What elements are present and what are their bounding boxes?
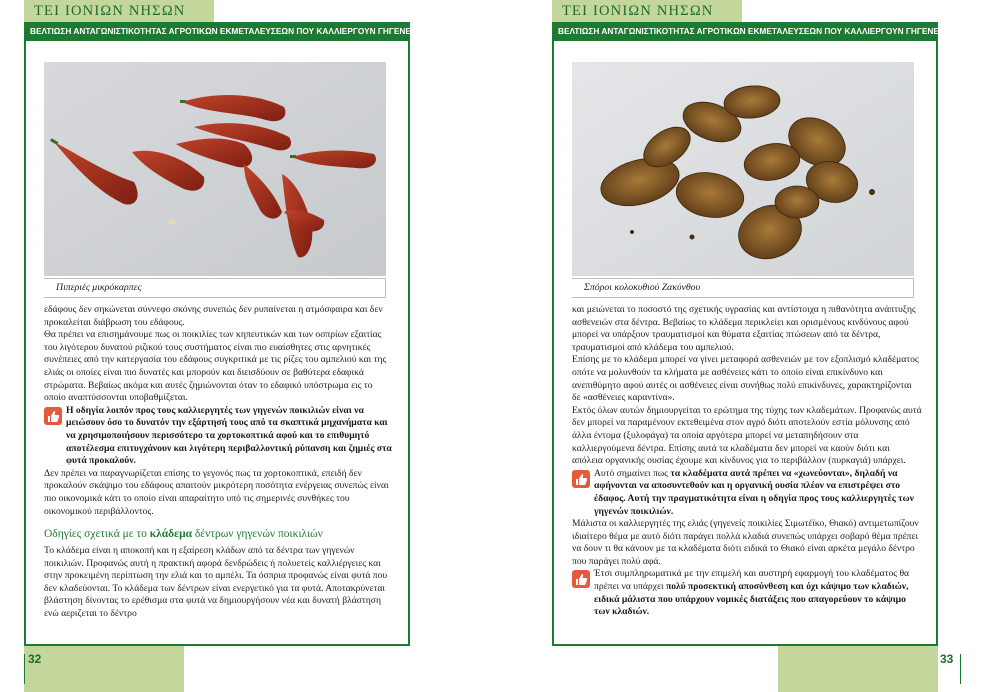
paragraph: Θα πρέπει να επισημάνουμε πως οι ποικιλίες των κηπευτικών και των οσπρίων εξαιτίας του λιγότερου δυνατού ριζικού τους συστήματος είναι πιο ευαίσθητες στις αρνητικές συνέπειες από την κατεργασία του εδάφους συγκριτικά με τις ρίζες του αμπελιού και της ελιάς οι οποίες είναι πιο δυνατές και μπορούν και διεισδύουν σε βαθύτερα εδαφικά στρώματα. Βεβαίως ακόμα και αυτές ζημιώνονται όταν το εδαφικό υπόστρωμα εις το οποίο αναπτύσσονται υποβαθμίζεται. bbox=[44, 329, 387, 404]
header-title: ΤΕΙ ΙΟΝΙΩΝ ΝΗΣΩΝ bbox=[24, 0, 214, 22]
thumbs-up-icon bbox=[572, 470, 590, 488]
guidance-callout bbox=[572, 568, 922, 618]
photo-caption: Σπόροι κολοκυθιού Ζακύνθου bbox=[584, 282, 701, 293]
callout-text-prefix: Αυτό σημαίνει πως bbox=[594, 467, 671, 479]
page-number-rule bbox=[960, 654, 961, 684]
caption-box bbox=[572, 278, 914, 298]
heading-prefix: Οδηγίες σχετικά με το bbox=[44, 528, 150, 541]
header-subtitle: ΒΕΛΤΙΩΣΗ ΑΝΤΑΓΩΝΙΣΤΙΚΟΤΗΤΑΣ ΑΓΡΟΤΙΚΩΝ ΕΚΜΕΤΑΛΕΥΣΕΩΝ ΠΟΥ ΚΑΛΛΙΕΡΓΟΥΝ ΓΗΓΕΝΕΙΣ ΠΟΙΚΙΛΙΕΣ bbox=[24, 22, 410, 41]
callout-text: Η οδηγία λοιπόν προς τους καλλιεργητές των γηγενών ποικιλιών είναι να μειώσουν όσο το δυνατόν την εξάρτησή τους από τα σκαπτικά μηχανήματα και να χρησιμοποιήσουν περισσότερο τα χορτοκοπτικά αφού και το επιθυμητό αποτέλεσμα επιτυγχάνουν και λιγότερη περιβαλλοντική ρύπανση και ζημιές στα φυτά προκαλούν. bbox=[66, 404, 392, 467]
heading-bold: κλάδεμα bbox=[149, 528, 193, 541]
caption-box bbox=[44, 278, 386, 298]
callout-text-bold: τα κλαδέματα αυτά πρέπει να «χωνεύονται», δηλαδή να αφήνονται να αποσυντεθούν και η οργανική ουσία πλέον να επιστρέψει στο έδαφος. Αυτή την πραγματικότητα είναι η οδηγία προς τους καλλιεργητές των γηγενών ποικιλιών. bbox=[594, 467, 914, 517]
right-body-text bbox=[572, 304, 922, 619]
photo-caption: Πιπεριές μικρόκαρπες bbox=[56, 282, 142, 293]
section-heading bbox=[44, 527, 394, 541]
left-page bbox=[24, 0, 462, 692]
paragraph: εδάφους δεν σηκώνεται σύννεφο σκόνης συνεπώς δεν ρυπαίνεται η ατμόσφαιρα και δεν προκαλείται διάβρωση του εδάφους. bbox=[44, 304, 383, 328]
thumbs-up-icon bbox=[44, 407, 62, 425]
callout-text-prefix: Έτσι συμπληρωματικά με την επιμελή και αυστηρή εφαρμογή του κλαδέματος θα πρέπει να υπάρχει bbox=[594, 568, 910, 593]
footer-band bbox=[778, 646, 938, 692]
peppers-photo bbox=[44, 62, 386, 276]
thumbs-up-icon bbox=[572, 570, 590, 588]
paragraph: και μειώνεται το ποσοστό της σχετικής υγρασίας και αντίστοιχα η πιθανότητα ανάπτυξης ασθενειών στα δέντρα. Βεβαίως το κλάδεμα περικλείει και ορισμένους κινδύνους αφού μπορεί να υπάρξουν τραυματισμοί και θύματα εξαιτίας πτώσεων από τα δέντρα, τραυματισμοί από κλάδεμα του αμπελιού. bbox=[572, 304, 916, 353]
callout-text-bold: πολύ προσεκτική αποσύνθεση και όχι κάψιμο των κλαδιών, ειδικά μάλιστα που υπάρχουν νομικές διατάξεις που απαγορεύουν το κάψιμο των κλαδιών. bbox=[594, 581, 909, 618]
footer-band bbox=[24, 646, 184, 692]
page-number: 33 bbox=[940, 652, 954, 666]
paragraph: Δεν πρέπει να παραγνωρίζεται επίσης το γεγονός πως τα χορτοκοπτικά, επειδή δεν προκαλούν σκάψιμο του εδάφους απαιτούν μικρότερη ποσότητα ενέργειας συνεπώς είναι πιο οικονομικά κάτι το οποίο είναι απαραίτητο υπό τις σημερινές συνθήκες του οικονομικού περιβάλλοντος. bbox=[44, 467, 389, 517]
header-subtitle: ΒΕΛΤΙΩΣΗ ΑΝΤΑΓΩΝΙΣΤΙΚΟΤΗΤΑΣ ΑΓΡΟΤΙΚΩΝ ΕΚΜΕΤΑΛΕΥΣΕΩΝ ΠΟΥ ΚΑΛΛΙΕΡΓΟΥΝ ΓΗΓΕΝΕΙΣ ΠΟΙΚΙΛΙΕΣ bbox=[552, 22, 938, 41]
seeds-photo bbox=[572, 62, 914, 276]
left-body-text bbox=[44, 304, 394, 621]
paragraph: Το κλάδεμα είναι η αποκοπή και η εξαίρεση κλάδων από τα δέντρα των γηγενών ποικιλιών. Προφανώς αυτή η πρακτική αφορά δενδρώδεις ή πολυετείς καλλιέργειες και στην προκειμένη περίπτωση την ελιά και το αμπέλι. Τα όσπρια προφανώς είναι φυτά που δεν κλαδεύονται. Το κλάδεμα των δέντρων είναι ενεργετικό για τα φυτά. Αποτακρύνεται βλάστηση δίνοντας το ερέθισμα στα φυτά να δημιουργήσουν νέα και δυνατή βλάστηση ενώ αεριζεται το δέντρο bbox=[44, 545, 388, 620]
paragraph: Επίσης με το κλάδεμα μπορεί να γίνει μεταφορά ασθενειών με τον εξοπλισμό κλαδέματος οπότε να μολυνθούν τα κλήματα με ασθένειες κάτι το οποίο είναι επικίνδυνο και ανεπιθύμητο αφού αυτές οι ασθένειες είναι συνήθως πολύ επικίνδυνες, χαρακτηρίζονται δε «ασθένειες καραντίνα». bbox=[572, 354, 919, 404]
guidance-callout bbox=[44, 405, 394, 468]
paragraph: Εκτός όλων αυτών δημιουργείται το ερώτημα της τύχης των κλαδεμάτων. Προφανώς αυτά δεν μπορεί να παραμένουν εκτεθειμένα στον αγρό διότι αποτελούν εστία μόλυνσης από άλλα έντομα (ξυλοφάγα) τα οποία αργότερα μπορεί να μεταπηδήσουν στα καλλιεργούμενα δέντρα. Επίσης αυτά τα κλαδέματα δεν μπορεί να καούν διότι και απόλεια οργανικής ουσίας έχουμε και κίνδυνος για το περιβάλλον (πυρκαγιά) υπάρχει. bbox=[572, 404, 922, 467]
heading-suffix: δέντρων γηγενών ποικιλιών bbox=[192, 528, 323, 541]
paragraph: Μάλιστα οι καλλιεργητές της ελιάς (γηγενείς ποικιλίες Σιμωτέϊκο, Θιακό) αντιμετωπίζουν ιδιαίτερο θέμα με αυτό διότι παράγει πολλά κλαδιά συνεπώς υπάρχει σοβαρό θέμα πρέπει να δουν τι θα κάνουν με τα κλαδέματα διότι ειδικά το Θιακό είναι αρκέτα μεγάλο δέντρο που παράγει πολύ αφά. bbox=[572, 518, 919, 567]
guidance-callout bbox=[572, 468, 922, 518]
page-number: 32 bbox=[28, 652, 42, 666]
page-number-rule bbox=[24, 654, 25, 684]
header-title: ΤΕΙ ΙΟΝΙΩΝ ΝΗΣΩΝ bbox=[552, 0, 742, 22]
right-page bbox=[552, 0, 990, 692]
